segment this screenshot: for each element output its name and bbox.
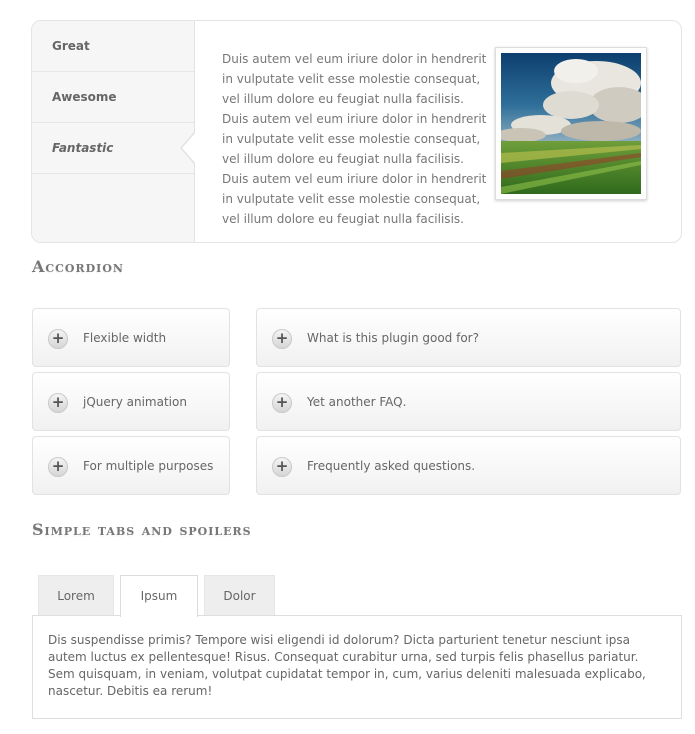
accordion-item-label: Flexible width xyxy=(83,331,167,345)
accordion-item-jquery-animation[interactable] xyxy=(32,372,230,431)
vtab-great[interactable] xyxy=(32,21,194,72)
plus-icon: + xyxy=(48,393,68,413)
accordion-heading: Accordion xyxy=(32,257,124,276)
faq-item-frequently-asked[interactable] xyxy=(256,436,681,495)
faq-item-label: Yet another FAQ. xyxy=(307,395,407,409)
tab-ipsum[interactable]: Ipsum xyxy=(120,575,198,617)
vtab-label: Great xyxy=(52,39,90,53)
faq-item-label: What is this plugin good for? xyxy=(307,331,479,345)
accordion-item-flexible-width[interactable] xyxy=(32,308,230,367)
tab-dolor[interactable]: Dolor xyxy=(204,575,275,616)
tab-panel-content: Dis suspendisse primis? Tempore wisi eligendi id dolorum? Dicta parturient tenetur nesciunt ipsa autem luctus ex pellentesque! Risus. Consequat curabitur urna, sed turpis felis phasellus pariatur. Sem quisquam, in veniam, volutpat cupidatat tempor in, cum, varius deleniti malesuada explicabo, nascetur. Debitis ea rerum! xyxy=(32,615,682,719)
faq-item-label: Frequently asked questions. xyxy=(307,459,476,473)
landscape-image xyxy=(501,53,641,194)
simple-tabs-heading: Simple tabs and spoilers xyxy=(32,520,252,539)
faq-item-another-faq[interactable] xyxy=(256,372,681,431)
landscape-photo xyxy=(495,47,647,200)
accordion-item-label: For multiple purposes xyxy=(83,459,214,473)
vtab-content-text: Duis autem vel eum iriure dolor in hendrerit in vulputate velit esse molestie consequat, vel illum dolore eu feugiat nulla facilisis. Duis autem vel eum iriure dolor in hendrerit in vulputate velit esse molestie consequat, vel illum dolore eu feugiat nulla facilisis. Duis autem vel eum iriure dolor in hendrerit in vulputate velit esse molestie consequat, vel illum dolore eu feugiat nulla facilisis. xyxy=(222,52,487,226)
vertical-tabs-nav xyxy=(32,21,195,242)
plus-icon: + xyxy=(272,329,292,349)
active-tab-pointer xyxy=(182,132,196,164)
vtab-label: Awesome xyxy=(52,90,117,104)
plus-icon: + xyxy=(48,329,68,349)
faq-item-plugin-good-for[interactable] xyxy=(256,308,681,367)
vtab-awesome[interactable] xyxy=(32,72,194,123)
accordion-item-multiple-purposes[interactable] xyxy=(32,436,230,495)
plus-icon: + xyxy=(272,393,292,413)
vtab-fantastic[interactable] xyxy=(32,123,194,174)
accordion-item-label: jQuery animation xyxy=(83,395,187,409)
plus-icon: + xyxy=(48,457,68,477)
plus-icon: + xyxy=(272,457,292,477)
vertical-tabs-box xyxy=(31,20,682,243)
tab-lorem[interactable]: Lorem xyxy=(38,575,114,616)
vtab-label: Fantastic xyxy=(52,141,114,155)
